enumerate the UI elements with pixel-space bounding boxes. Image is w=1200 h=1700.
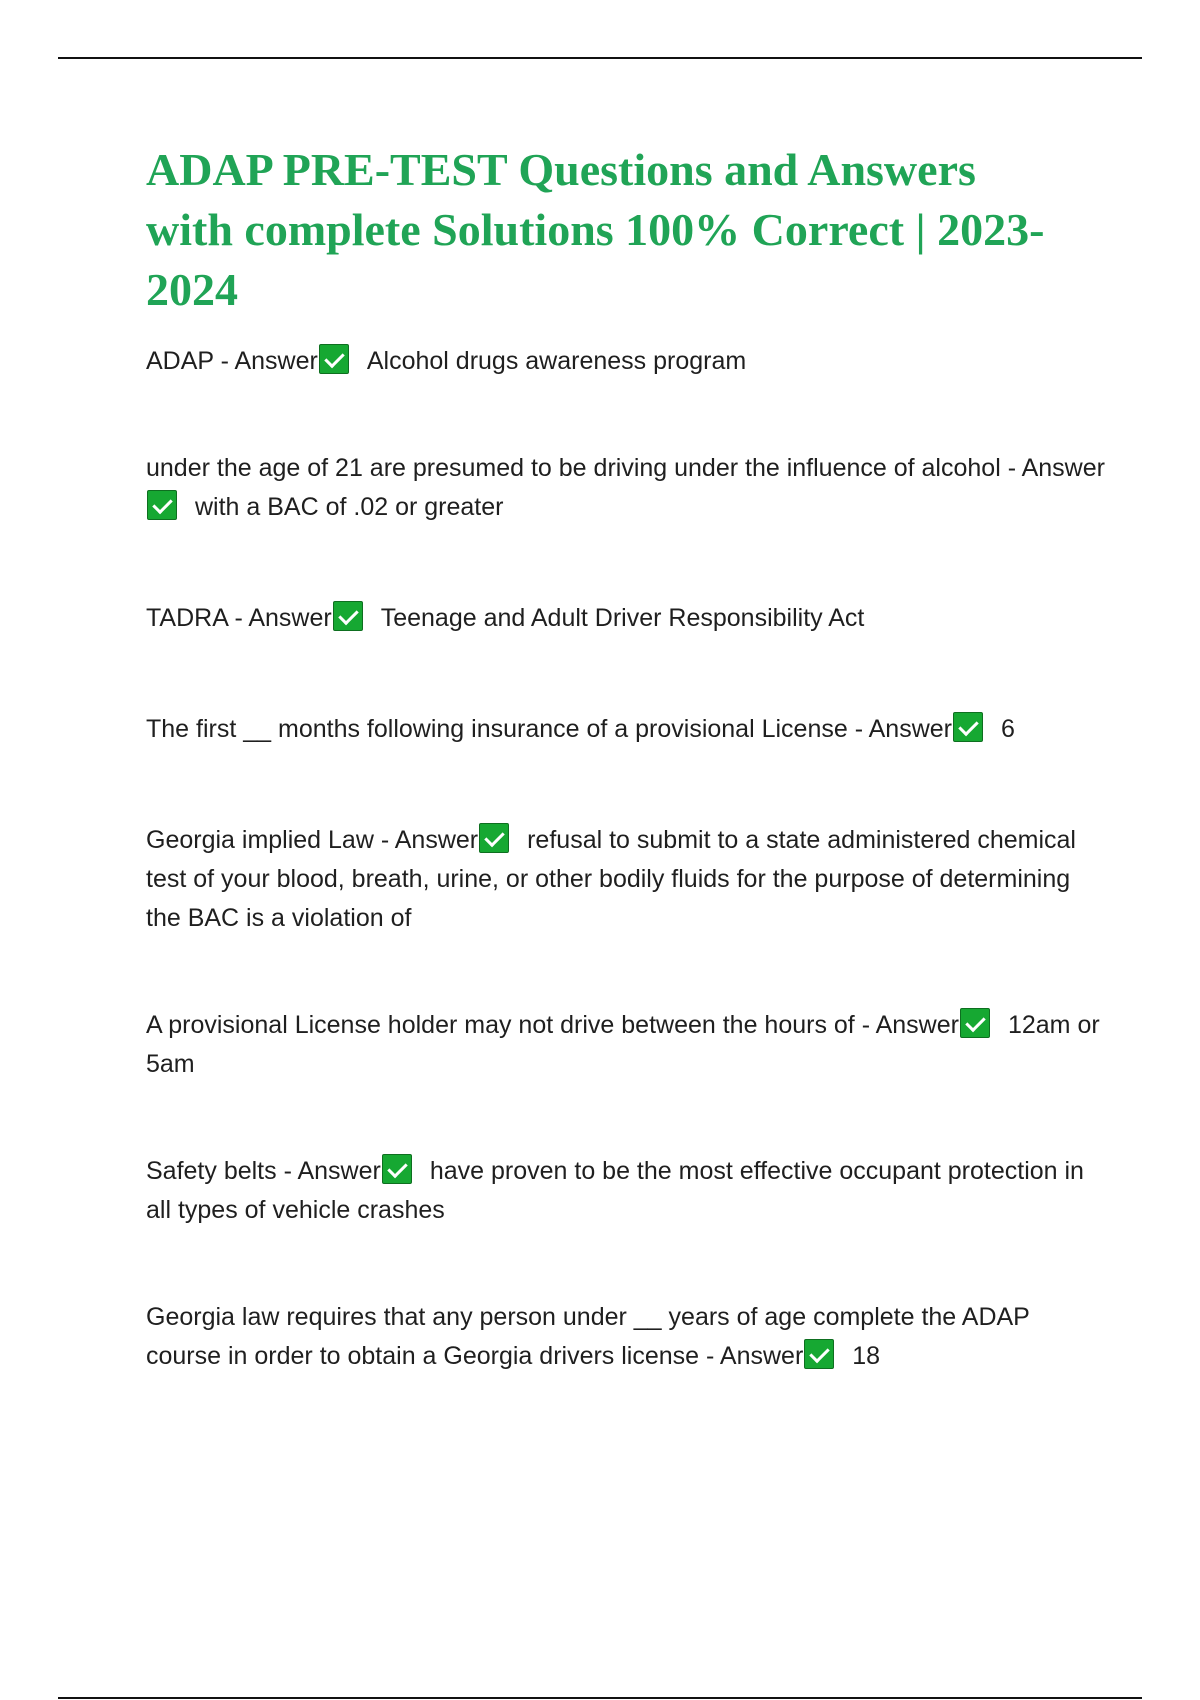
qa-item-6 — [146, 1006, 1106, 1084]
bottom-rule — [58, 1697, 1142, 1699]
qa-item-3 — [146, 599, 1106, 638]
document-title: ADAP PRE-TEST Questions and Answers with complete Solutions 100% Correct | 2023-2024 — [146, 144, 1045, 315]
check-box-icon — [333, 601, 363, 631]
answer-label: Answer — [394, 826, 479, 854]
answer-label: Answer — [868, 715, 952, 743]
answer-label: Answer — [875, 1011, 959, 1039]
question-text: ADAP - — [146, 347, 235, 375]
qa-item-8 — [146, 1298, 1106, 1376]
answer-text: 18 — [852, 1342, 881, 1370]
check-box-icon — [479, 823, 509, 853]
qa-item-7 — [146, 1152, 1106, 1230]
question-text: under the age of 21 are presumed to be driving under the influence of alcohol - — [146, 454, 1022, 482]
qa-item-5 — [146, 821, 1106, 938]
question-text: Georgia implied Law - — [146, 826, 395, 854]
answer-label: Answer — [719, 1342, 804, 1370]
answer-text: Teenage and Adult Driver Responsibility Act — [380, 604, 865, 632]
answer-text: Alcohol drugs awareness program — [366, 347, 747, 375]
answer-label: Answer — [234, 347, 318, 375]
question-text: The first __ months following insurance of a provisional License - — [146, 715, 869, 743]
answer-label: Answer — [297, 1157, 381, 1185]
qa-item-2 — [146, 449, 1106, 527]
check-box-icon — [319, 344, 349, 374]
qa-item-1 — [146, 342, 1106, 381]
answer-text: 12am or 5am — [146, 1011, 1100, 1078]
document-body — [146, 140, 1106, 1376]
question-text: TADRA - — [146, 604, 249, 632]
check-box-icon — [382, 1154, 412, 1184]
question-text: Georgia law requires that any person under __ years of age complete the ADAP course in order to obtain a Georgia drivers license - — [146, 1303, 1030, 1370]
check-box-icon — [147, 490, 177, 520]
answer-text: 6 — [1000, 715, 1015, 743]
check-box-icon — [960, 1008, 990, 1038]
answer-text: refusal to submit to a state administered chemical test of your blood, breath, urine, or other bodily fluids for the purpose of determining the BAC is a violation of — [146, 826, 1076, 932]
answer-text: have proven to be the most effective occupant protection in all types of vehicle crashes — [146, 1157, 1084, 1224]
answer-label: Answer — [248, 604, 332, 632]
question-text: A provisional License holder may not drive between the hours of - — [146, 1011, 876, 1039]
answer-label: Answer — [1021, 454, 1105, 482]
top-rule — [58, 57, 1142, 59]
answer-text: with a BAC of .02 or greater — [195, 493, 504, 521]
check-box-icon — [953, 712, 983, 742]
check-box-icon — [804, 1339, 834, 1369]
question-text: Safety belts - — [146, 1157, 298, 1185]
qa-item-4 — [146, 710, 1106, 749]
